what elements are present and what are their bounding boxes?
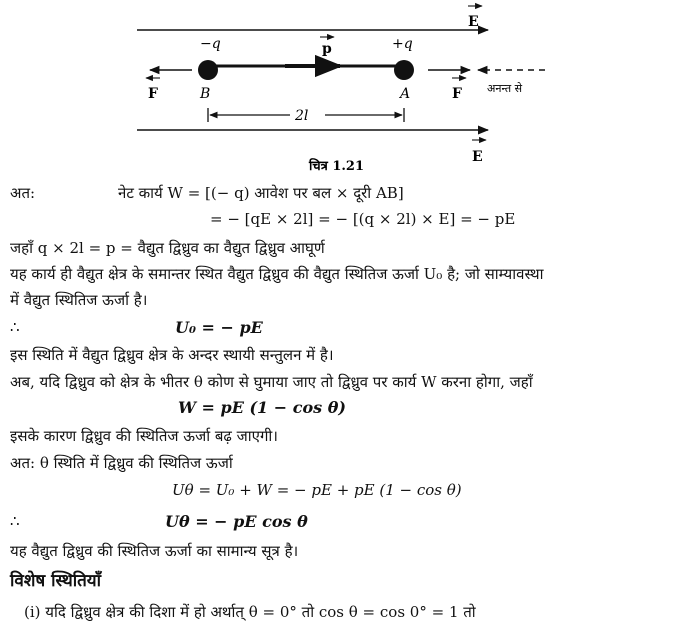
label-b: B [200, 86, 211, 102]
label-p: p [322, 41, 332, 57]
energy-increase-line: इसके कारण द्विध्रुव की स्थितिज ऊर्जा बढ़ जाएगी। [10, 427, 278, 445]
special-case-1: (i) यदि द्विध्रुव क्षेत्र की दिशा में हो अर्थात् θ = 0° तो cos θ = cos 0° = 1 तो [24, 603, 476, 621]
equation-work: W = pE (1 − cos θ) [178, 398, 346, 417]
therefore-symbol-1: ∴ [10, 318, 20, 336]
dipole-figure [0, 0, 693, 175]
label-2l: 2l [295, 108, 309, 124]
label-e-top: E [468, 14, 479, 30]
text-ata: अत: [10, 184, 36, 202]
net-work-line: नेट कार्य W = [(− q) आवेश पर बल × दूरी AB] [118, 184, 404, 202]
label-neg-charge: −q [200, 36, 221, 52]
label-f-right: F [452, 86, 462, 102]
equation-u0: U₀ = − pE [175, 318, 263, 337]
work-equation: = − [qE × 2l] = − [(q × 2l) × E] = − pE [210, 210, 516, 228]
equation-utheta: Uθ = − pE cos θ [165, 512, 308, 531]
stable-equilibrium-line: इस स्थिति में वैद्युत द्विध्रुव क्षेत्र के अन्दर स्थायी सन्तुलन में है। [10, 346, 334, 364]
figure-caption: चित्र 1.21 [309, 159, 364, 174]
general-formula-line: यह वैद्युत द्विध्रुव की स्थितिज ऊर्जा का सामान्य सूत्र है। [10, 542, 299, 560]
rotation-line: अब, यदि द्विध्रुव को क्षेत्र के भीतर θ कोण से घुमाया जाए तो द्विध्रुव पर कार्य W करना होगा, जहाँ [10, 373, 533, 391]
label-f-left: F [148, 86, 158, 102]
equation-utheta-expanded: Uθ = U₀ + W = − pE + pE (1 − cos θ) [172, 481, 462, 499]
paragraph-line-2: में वैद्युत स्थितिज ऊर्जा है। [10, 291, 148, 309]
label-pos-charge: +q [392, 36, 413, 52]
label-e-bottom: E [472, 149, 483, 165]
negative-charge [198, 60, 218, 80]
therefore-symbol-2: ∴ [10, 512, 20, 530]
label-from-infinity: अनन्त से [487, 82, 523, 95]
paragraph-line-1: यह कार्य ही वैद्युत क्षेत्र के समान्तर स्थित वैद्युत द्विध्रुव की वैद्युत स्थितिज ऊर्जा U₀ है; जो साम्यावस्था [10, 265, 544, 283]
theta-position-line: अत: θ स्थिति में द्विध्रुव की स्थितिज ऊर्जा [10, 454, 233, 472]
section-heading: विशेष स्थितियाँ [10, 571, 102, 591]
moment-definition: जहाँ q × 2l = p = वैद्युत द्विध्रुव का वैद्युत द्विध्रुव आघूर्ण [10, 239, 325, 257]
positive-charge [394, 60, 414, 80]
label-a: A [400, 86, 411, 102]
